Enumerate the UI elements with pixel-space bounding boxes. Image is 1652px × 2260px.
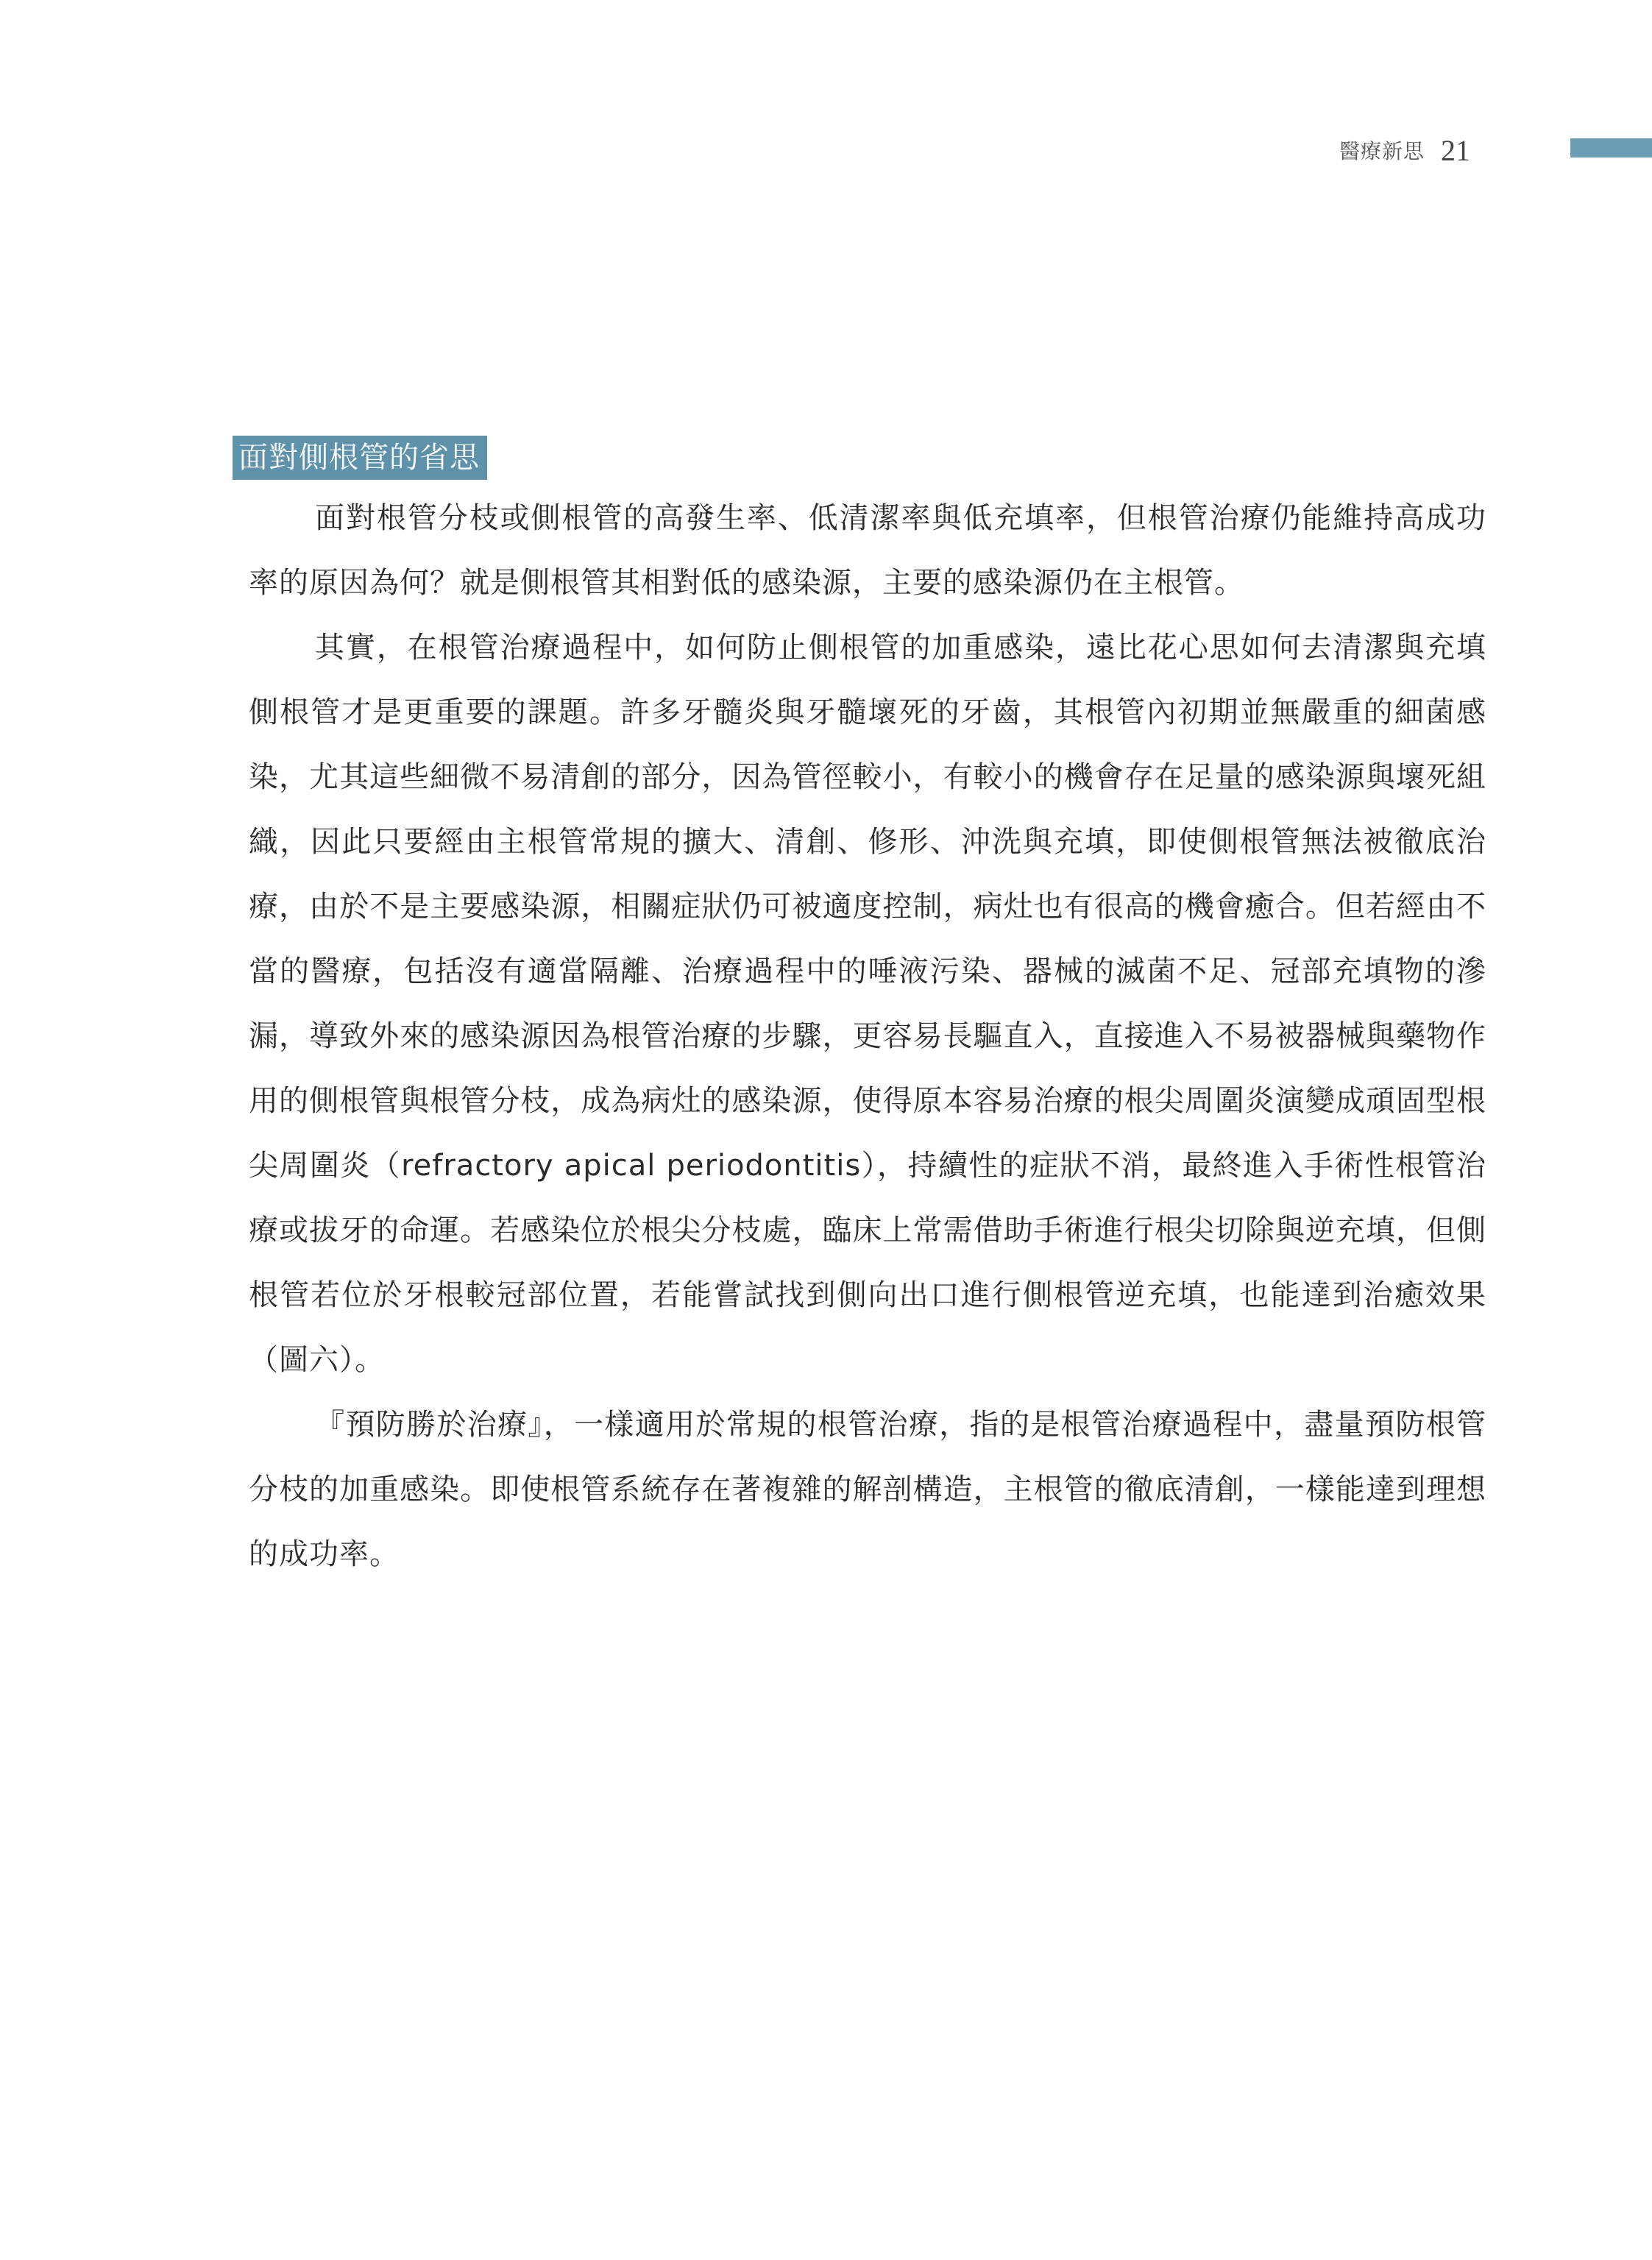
page-number: 21	[1441, 133, 1471, 167]
section-heading: 面對側根管的省思	[233, 436, 487, 480]
paragraph: 其實，在根管治療過程中，如何防止側根管的加重感染，遠比花心思如何去清潔與充填側根管才是更重要的課題。許多牙髓炎與牙髓壞死的牙齒，其根管內初期並無嚴重的細菌感染，尤其這些細微不易清創的部分，因為管徑較小，有較小的機會存在足量的感染源與壞死組織，因此只要經由主根管常規的擴大、清創、修形、沖洗與充填，即使側根管無法被徹底治療，由於不是主要感染源，相關症狀仍可被適度控制，病灶也有很高的機會癒合。但若經由不當的醫療，包括沒有適當隔離、治療過程中的唾液污染、器械的滅菌不足、冠部充填物的滲漏，導致外來的感染源因為根管治療的步驟，更容易長驅直入，直接進入不易被器械與藥物作用的側根管與根管分枝，成為病灶的感染源，使得原本容易治療的根尖周圍炎演變成頑固型根尖周圍炎（refractory apical periodontitis），持續性的症狀不消，最終進入手術性根管治療或拔牙的命運。若感染位於根尖分枝處，臨床上常需借助手術進行根尖切除與逆充填，但側根管若位於牙根較冠部位置，若能嘗試找到側向出口進行側根管逆充填，也能達到治癒效果（圖六）。	[249, 631, 1486, 1377]
paragraph: 『預防勝於治療』，一樣適用於常規的根管治療，指的是根管治療過程中，盡量預防根管分枝的加重感染。即使根管系統存在著複雜的解剖構造，主根管的徹底清創，一樣能達到理想的成功率。	[249, 1408, 1486, 1571]
body-text	[249, 486, 1486, 1587]
article-section	[238, 436, 1486, 1587]
header-accent-bar	[1570, 138, 1652, 157]
running-title: 醫療新思	[1339, 139, 1425, 163]
running-header	[1339, 130, 1470, 171]
paragraph: 面對根管分枝或側根管的高發生率、低清潔率與低充填率，但根管治療仍能維持高成功率的原因為何？就是側根管其相對低的感染源，主要的感染源仍在主根管。	[249, 501, 1486, 600]
